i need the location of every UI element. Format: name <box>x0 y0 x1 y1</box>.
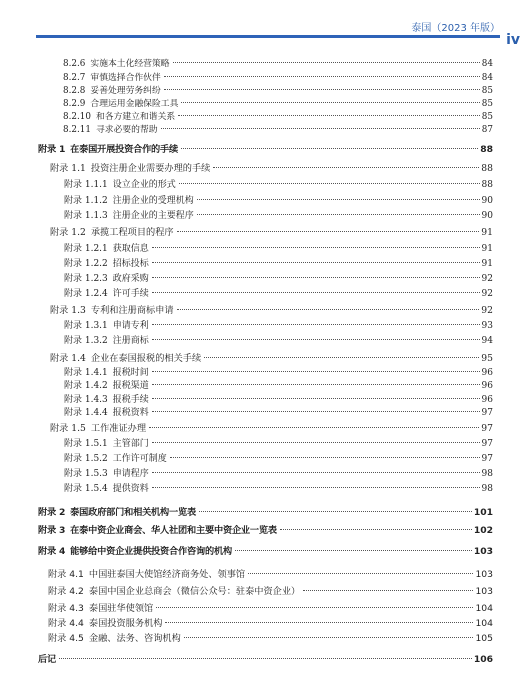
toc-entry[interactable] <box>50 420 493 434</box>
dot-leader <box>152 339 480 340</box>
toc-entry-number: 附录 1.5 <box>50 423 86 434</box>
toc-entry-title: 专利和注册商标申请 <box>90 305 174 316</box>
toc-entry[interactable] <box>63 109 493 122</box>
dot-leader <box>248 573 473 574</box>
toc-entry-number: 附录 1.1.2 <box>64 196 108 206</box>
toc-entry-number: 附录 1.1.3 <box>64 211 108 221</box>
toc-entry-number: 8.2.6 <box>63 59 86 69</box>
toc-entry-title: 申请程序 <box>112 469 149 479</box>
toc-entry-title: 金融、法务、咨询机构 <box>88 633 181 644</box>
toc-entry-title: 报税手续 <box>112 395 149 405</box>
toc-entry-title: 泰国投资服务机构 <box>88 618 163 629</box>
toc-entry-number: 附录 1.1 <box>50 163 86 174</box>
toc-entry-page: 101 <box>473 507 493 518</box>
header-title: 泰国（2023 年版） <box>411 23 500 34</box>
toc-entry[interactable] <box>64 318 493 331</box>
toc-entry-page: 92 <box>481 274 493 284</box>
dot-leader <box>173 62 480 63</box>
toc-entry-title: 获取信息 <box>112 244 149 254</box>
toc-entry-number: 附录 1.3.1 <box>64 321 108 331</box>
toc-entry[interactable] <box>64 481 493 494</box>
dot-leader <box>152 472 480 473</box>
toc-entry-page: 93 <box>481 321 493 331</box>
toc-entry-page: 90 <box>481 196 493 206</box>
toc-entry[interactable] <box>38 651 493 665</box>
toc-entry-page: 103 <box>475 569 493 580</box>
toc-entry-title: 后记 <box>38 654 56 665</box>
toc-entry[interactable] <box>64 241 493 254</box>
toc-entry-page: 91 <box>481 244 493 254</box>
toc-entry-page: 97 <box>481 454 493 464</box>
toc-entry-page: 97 <box>481 439 493 449</box>
dot-leader <box>303 590 473 591</box>
toc-entry-title: 工作准证办理 <box>90 423 147 434</box>
toc-entry[interactable] <box>38 543 493 557</box>
page-number: iv <box>506 32 520 48</box>
toc-entry-title: 泰国中国企业总商会（微信公众号：驻泰中资企业） <box>88 586 301 597</box>
toc-entry[interactable] <box>64 378 493 391</box>
toc-entry[interactable] <box>64 466 493 479</box>
toc-entry-number: 附录 1.5.3 <box>64 469 108 479</box>
toc-entry-title: 主管部门 <box>112 439 149 449</box>
toc-entry[interactable] <box>64 256 493 269</box>
dot-leader <box>181 148 478 149</box>
toc-entry-number: 附录 1.3.2 <box>64 336 108 346</box>
toc-entry[interactable] <box>64 177 493 190</box>
dot-leader <box>152 324 480 325</box>
toc-entry[interactable] <box>38 504 493 518</box>
toc-entry[interactable] <box>64 271 493 284</box>
toc-entry-page: 91 <box>481 259 493 269</box>
toc-entry-title: 合理运用金融保险工具 <box>90 99 179 109</box>
toc-entry-title: 承揽工程项目的程序 <box>90 227 174 238</box>
toc-entry-number: 附录 1 <box>38 144 66 155</box>
toc-entry[interactable] <box>63 122 493 135</box>
dot-leader <box>177 309 480 310</box>
toc-entry[interactable] <box>48 566 493 580</box>
toc-entry-page: 96 <box>481 368 493 378</box>
dot-leader <box>235 550 472 551</box>
toc-entry-number: 附录 4.4 <box>48 618 84 629</box>
dot-leader <box>181 102 479 103</box>
toc-entry-page: 104 <box>475 618 493 629</box>
toc-entry-number: 附录 4.5 <box>48 633 84 644</box>
toc-entry[interactable] <box>63 56 493 69</box>
toc-entry-number: 附录 1.4.2 <box>64 381 108 391</box>
toc-entry-title: 和各方建立和谐关系 <box>95 112 176 122</box>
toc-entry-page: 88 <box>480 144 493 155</box>
toc-entry-number: 附录 1.2.1 <box>64 244 108 254</box>
toc-entry[interactable] <box>48 583 493 597</box>
toc-entry[interactable] <box>38 141 493 155</box>
toc-entry-page: 92 <box>481 305 493 316</box>
toc-entry-page: 84 <box>481 59 493 69</box>
toc-entry-page: 96 <box>481 381 493 391</box>
toc-entry-title: 注册企业的主要程序 <box>112 211 194 221</box>
toc-entry-title: 注册企业的受理机构 <box>112 196 194 206</box>
toc-entry[interactable] <box>64 365 493 378</box>
toc-entry[interactable] <box>63 83 493 96</box>
dot-leader <box>213 167 479 168</box>
dot-leader <box>152 411 480 412</box>
toc-entry[interactable] <box>64 208 493 221</box>
toc-entry-number: 附录 1.3 <box>50 305 86 316</box>
dot-leader <box>161 128 480 129</box>
dot-leader <box>152 247 480 248</box>
toc-entry-number: 8.2.8 <box>63 86 86 96</box>
toc-entry-title: 妥善处理劳务纠纷 <box>90 86 161 96</box>
dot-leader <box>152 487 480 488</box>
dot-leader <box>179 183 480 184</box>
toc-entry[interactable] <box>64 193 493 206</box>
dot-leader <box>152 371 480 372</box>
toc-entry-title: 招标投标 <box>112 259 149 269</box>
toc-entry-number: 附录 1.5.2 <box>64 454 108 464</box>
toc-entry[interactable] <box>64 286 493 299</box>
toc-entry-number: 附录 4.2 <box>48 586 84 597</box>
toc-entry-page: 85 <box>481 99 493 109</box>
toc-entry-number: 8.2.11 <box>63 125 91 135</box>
toc-entry-page: 96 <box>481 395 493 405</box>
dot-leader <box>178 115 480 116</box>
toc-entry-number: 8.2.7 <box>63 73 86 83</box>
toc-entry-number: 附录 1.2.2 <box>64 259 108 269</box>
toc-entry-title: 审慎选择合作伙伴 <box>90 73 161 83</box>
toc-entry-number: 附录 1.4.1 <box>64 368 108 378</box>
toc-entry-page: 88 <box>481 163 493 174</box>
dot-leader <box>152 262 480 263</box>
toc-entry-number: 附录 1.4 <box>50 353 86 364</box>
dot-leader <box>204 357 479 358</box>
toc-entry-title: 实施本土化经营策略 <box>90 59 170 69</box>
dot-leader <box>165 622 473 623</box>
toc-entry[interactable] <box>64 333 493 346</box>
toc-entry[interactable] <box>50 302 493 316</box>
toc-entry[interactable] <box>38 522 493 536</box>
toc-entry-title: 泰国政府部门和相关机构一览表 <box>70 507 196 518</box>
toc-entry-page: 103 <box>473 546 493 557</box>
toc-entry-page: 88 <box>481 180 493 190</box>
dot-leader <box>149 427 479 428</box>
toc-entry-page: 84 <box>481 73 493 83</box>
toc-entry[interactable] <box>50 160 493 174</box>
toc-entry[interactable] <box>64 392 493 405</box>
toc-entry-title: 泰国驻华使领馆 <box>88 603 154 614</box>
toc-entry-page: 85 <box>481 86 493 96</box>
toc-entry-page: 94 <box>481 336 493 346</box>
toc-entry-page: 85 <box>481 112 493 122</box>
toc-entry-title: 能够给中资企业提供投资合作咨询的机构 <box>70 546 232 557</box>
toc-entry[interactable] <box>64 405 493 418</box>
toc-entry-title: 报税时间 <box>112 368 149 378</box>
toc-entry-page: 97 <box>481 408 493 418</box>
toc-entry-page: 92 <box>481 289 493 299</box>
dot-leader <box>177 231 480 232</box>
toc-entry[interactable] <box>64 451 493 464</box>
toc-entry-title: 申请专利 <box>112 321 149 331</box>
toc-entry-number: 附录 4.3 <box>48 603 84 614</box>
toc-entry-number: 附录 1.1.1 <box>64 180 108 190</box>
toc-entry-number: 附录 4 <box>38 546 66 557</box>
toc-entry-title: 工作许可制度 <box>112 454 167 464</box>
dot-leader <box>197 199 480 200</box>
toc-entry-title: 设立企业的形式 <box>112 180 176 190</box>
toc-entry-title: 报税资料 <box>112 408 149 418</box>
toc-entry-number: 附录 1.2.3 <box>64 274 108 284</box>
toc-entry-number: 附录 1.4.3 <box>64 395 108 405</box>
toc-entry[interactable] <box>63 96 493 109</box>
toc-entry-page: 87 <box>481 125 493 135</box>
toc-entry-number: 附录 1.5.1 <box>64 439 108 449</box>
toc-entry-page: 97 <box>481 423 493 434</box>
toc-entry-page: 98 <box>481 484 493 494</box>
toc-entry-title: 在泰中资企业商会、华人社团和主要中资企业一览表 <box>70 525 277 536</box>
toc-entry[interactable] <box>63 70 493 83</box>
toc-entry-page: 95 <box>481 353 493 364</box>
toc-entry-title: 企业在泰国报税的相关手续 <box>90 353 202 364</box>
dot-leader <box>197 214 480 215</box>
dot-leader <box>164 89 480 90</box>
dot-leader <box>152 277 480 278</box>
toc-entry-title: 注册商标 <box>112 336 149 346</box>
dot-leader <box>156 607 473 608</box>
toc-entry-title: 政府采购 <box>112 274 149 284</box>
toc-entry-title: 中国驻泰国大使馆经济商务处、领事馆 <box>88 569 246 580</box>
toc-entry-number: 附录 4.1 <box>48 569 84 580</box>
dot-leader <box>199 511 472 512</box>
dot-leader <box>280 529 472 530</box>
toc-entry-title: 投资注册企业需要办理的手续 <box>90 163 211 174</box>
toc-entry-page: 104 <box>475 603 493 614</box>
toc-entry-title: 在泰国开展投资合作的手续 <box>70 144 179 155</box>
toc-entry-number: 8.2.9 <box>63 99 86 109</box>
toc-entry-page: 98 <box>481 469 493 479</box>
toc-entry[interactable] <box>48 600 493 614</box>
toc-entry[interactable] <box>50 224 493 238</box>
toc-entry-page: 106 <box>473 654 493 665</box>
toc-entry-number: 附录 2 <box>38 507 66 518</box>
dot-leader <box>184 637 474 638</box>
toc-entry[interactable] <box>48 615 493 629</box>
toc-entry-title: 许可手续 <box>112 289 149 299</box>
toc-entry-number: 附录 1.5.4 <box>64 484 108 494</box>
toc-entry-number: 附录 1.4.4 <box>64 408 108 418</box>
dot-leader <box>152 292 480 293</box>
dot-leader <box>152 442 480 443</box>
toc-entry[interactable] <box>48 630 493 644</box>
dot-leader <box>59 658 472 659</box>
toc-entry-page: 105 <box>475 633 493 644</box>
dot-leader <box>170 457 480 458</box>
dot-leader <box>164 76 480 77</box>
toc-entry-page: 103 <box>475 586 493 597</box>
toc-entry-number: 8.2.10 <box>63 112 91 122</box>
toc-entry-title: 报税渠道 <box>112 381 149 391</box>
toc-entry-page: 102 <box>473 525 493 536</box>
toc-entry[interactable] <box>50 350 493 364</box>
dot-leader <box>152 398 480 399</box>
toc-entry-title: 寻求必要的帮助 <box>95 125 158 135</box>
toc-entry-number: 附录 1.2.4 <box>64 289 108 299</box>
toc-entry[interactable] <box>64 436 493 449</box>
toc-entry-number: 附录 1.2 <box>50 227 86 238</box>
toc-entry-page: 91 <box>481 227 493 238</box>
toc-entry-title: 提供资料 <box>112 484 149 494</box>
dot-leader <box>152 384 480 385</box>
toc-entry-number: 附录 3 <box>38 525 66 536</box>
toc-entry-page: 90 <box>481 211 493 221</box>
